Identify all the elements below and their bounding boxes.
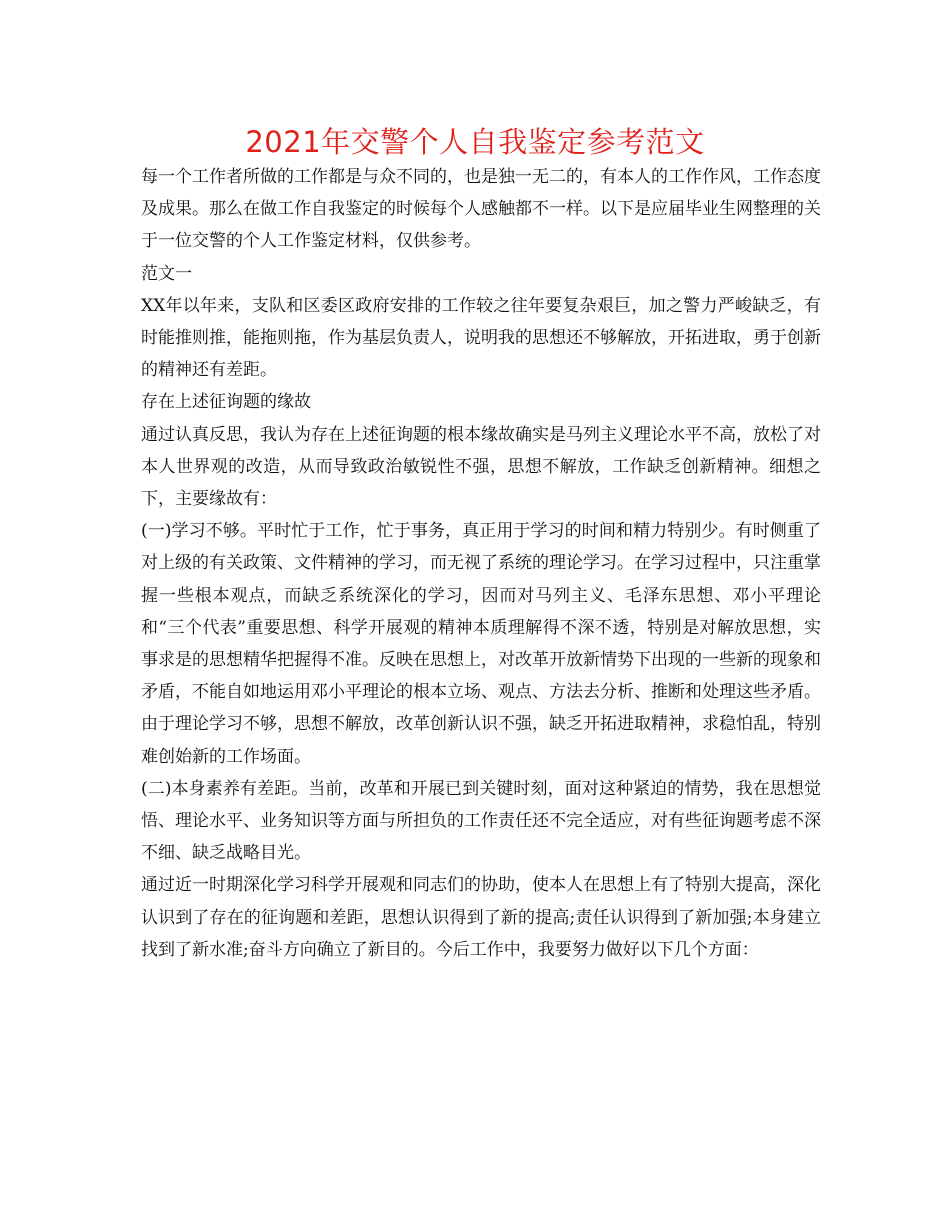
document-body <box>141 161 821 966</box>
paragraph-intro: 每一个工作者所做的工作都是与众不同的，也是独一无二的，有本人的工作作风，工作态度及成果。那么在做工作自我鉴定的时候每个人感触都不一样。以下是应届毕业生网整理的关于一位交警的个人工作鉴定材料，仅供参考。 <box>141 167 821 252</box>
paragraph-improvement: 通过近一时期深化学习科学开展观和同志们的协助，使本人在思想上有了特别大提高，深化认识到了存在的征询题和差距，思想认识得到了新的提高;责任认识得到了新加强;本身建立找到了新水准;奋斗方向确立了新目的。今后工作中，我要努力做好以下几个方面： <box>141 875 821 960</box>
paragraph-heading-causes: 存在上述征询题的缘故 <box>141 392 311 413</box>
document-title: 2021年交警个人自我鉴定参考范文 <box>245 125 705 159</box>
paragraph-heading-sample-one: 范文一 <box>141 263 192 284</box>
paragraph-reflection: 通过认真反思，我认为存在上述征询题的根本缘故确实是马列主义理论水平不高，放松了对本人世界观的改造，从而导致政治敏锐性不强，思想不解放，工作缺乏创新精神。细想之下，主要缘故有： <box>141 424 821 510</box>
paragraph-cause-quality: (二)本身素养有差距。当前，改革和开展已到关键时刻，面对这种紧迫的情势，我在思想觉悟、理论水平、业务知识等方面与所担负的工作责任还不完全适应，对有些征询题考虑不深不细、缺乏战略目光。 <box>141 778 821 864</box>
paragraph-year-review: XX年以年来，支队和区委区政府安排的工作较之往年要复杂艰巨，加之警力严峻缺乏，有时能推则推，能拖则拖，作为基层负责人，说明我的思想还不够解放，开拓进取，勇于创新的精神还有差距。 <box>141 295 821 381</box>
paragraph-cause-study: (一)学习不够。平时忙于工作，忙于事务，真正用于学习的时间和精力特别少。有时侧重了对上级的有关政策、文件精神的学习，而无视了系统的理论学习。在学习过程中，只注重掌握一些根本观点，而缺乏系统深化的学习，因而对马列主义、毛泽东思想、邓小平理论和“三个代表”重要思想、科学开展观的精神本质理解得不深不透，特别是对解放思想，实事求是的思想精华把握得不准。反映在思想上，对改革开放新情势下出现的一些新的现象和矛盾，不能自如地运用邓小平理论的根本立场、观点、方法去分析、推断和处理这些矛盾。由于理论学习不够，思想不解放，改革创新认识不强，缺乏开拓进取精神，求稳怕乱，特别难创始新的工作场面。 <box>141 521 821 767</box>
